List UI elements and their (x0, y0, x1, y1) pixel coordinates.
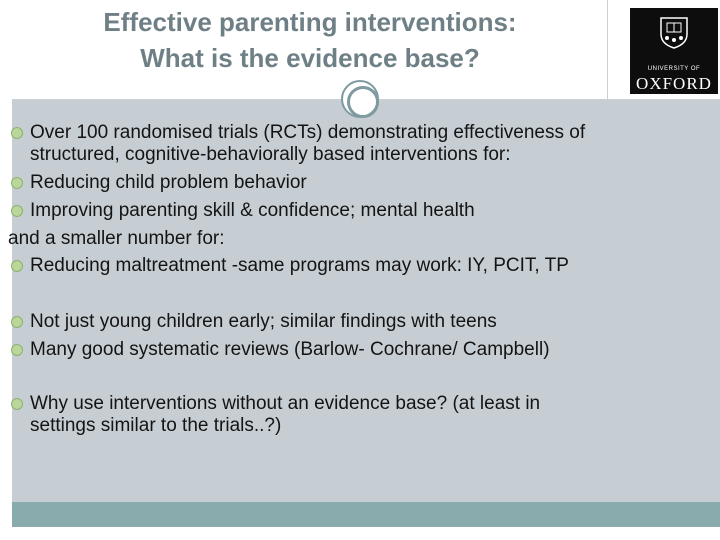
logo-name: OXFORD (636, 74, 712, 93)
bullet-dot-icon (11, 205, 23, 217)
bullet-dot-icon (11, 398, 23, 410)
title-line-1: Effective parenting interventions: (103, 7, 517, 37)
bullet-7-line-1: Why use interventions without an evidence base? (at least in (30, 393, 541, 414)
title-line-2: What is the evidence base? (140, 43, 480, 73)
bullet-2: Reducing child problem behavior (30, 172, 307, 193)
bullet-dot-icon (11, 127, 23, 139)
bullet-1-line-1: Over 100 randomised trials (RCTs) demonstrating effectiveness of (30, 122, 586, 143)
plain-line: and a smaller number for: (8, 228, 225, 249)
bullet-dot-icon (11, 316, 23, 328)
bullet-3: Improving parenting skill & confidence; mental health (30, 200, 475, 221)
bullet-6: Many good systematic reviews (Barlow- Cochrane/ Campbell) (30, 339, 550, 360)
bullet-1-line-2: structured, cognitive-behaviorally based interventions for: (30, 144, 511, 165)
bullet-dot-icon (11, 260, 23, 272)
bullet-4: Reducing maltreatment -same programs may work: IY, PCIT, TP (30, 255, 569, 276)
bullet-7-line-2: settings similar to the trials..?) (30, 415, 282, 436)
bullet-dot-icon (11, 344, 23, 356)
logo-small-text: UNIVERSITY OF (647, 66, 701, 72)
bullet-dot-icon (11, 177, 23, 189)
bullet-5: Not just young children early; similar findings with teens (30, 311, 497, 332)
